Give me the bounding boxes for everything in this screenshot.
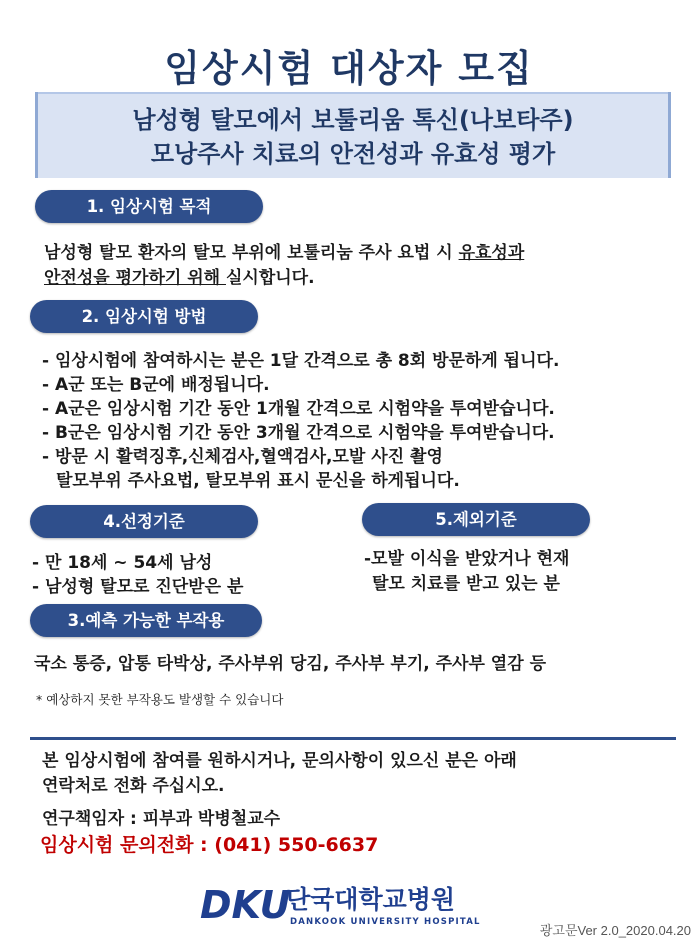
purpose-text-suffix: 실시합니다. xyxy=(225,268,315,288)
purpose-text-underlined-2: 안전성을 평가하기 위해 xyxy=(44,268,226,288)
footer-divider xyxy=(30,737,676,740)
subtitle-box xyxy=(38,92,668,178)
investigator: 연구책임자 : 피부과 박병철교수 xyxy=(42,809,281,829)
side-effects-note: * 예상하지 못한 부작용도 발생할 수 있습니다 xyxy=(36,692,284,707)
contact-line-2: 연락처로 전화 주십시오. xyxy=(42,776,225,796)
contact-line-1: 본 임상시험에 참여를 원하시거나, 문의사항이 있으신 분은 아래 xyxy=(42,751,517,771)
method-heading: 2. 임상시험 방법 xyxy=(30,300,258,333)
logo-mark-text: DKU xyxy=(200,883,291,927)
inclusion-item: - 만 18세 ~ 54세 남성 xyxy=(32,553,213,573)
method-item: - A군은 임상시험 기간 동안 1개월 간격으로 시험약을 투여받습니다. xyxy=(42,399,555,419)
method-item: - 임상시험에 참여하시는 분은 1달 간격으로 총 8회 방문하게 됩니다. xyxy=(42,351,560,371)
version-label: 광고문Ver 2.0_2020.04.20 xyxy=(539,923,691,938)
method-item: - B군은 임상시험 기간 동안 3개월 간격으로 시험약을 투여받습니다. xyxy=(42,423,555,443)
purpose-text-prefix: 남성형 탈모 환자의 탈모 부위에 보툴리눔 주사 요법 시 xyxy=(44,243,459,263)
subtitle-line-2: 모낭주사 치료의 안전성과 유효성 평가 xyxy=(150,140,556,168)
page-title: 임상시험 대상자 모집 xyxy=(164,47,534,90)
logo-name-en: DANKOOK UNIVERSITY HOSPITAL xyxy=(290,917,481,927)
side-effects-text: 국소 통증, 압통 타박상, 주사부위 당김, 주사부 부기, 주사부 열감 등 xyxy=(34,654,546,674)
contact-phone: 임상시험 문의전화 : (041) 550-6637 xyxy=(40,834,379,856)
exclusion-item: 탈모 치료를 받고 있는 분 xyxy=(372,574,560,594)
method-item: 탈모부위 주사요법, 탈모부위 표시 문신을 하게됩니다. xyxy=(56,471,460,491)
method-item: - 방문 시 활력징후,신체검사,혈액검사,모발 사진 촬영 xyxy=(42,447,443,467)
dku-logo-mark-icon xyxy=(200,883,291,927)
exclusion-item: -모발 이식을 받았거나 현재 xyxy=(364,549,570,569)
exclusion-heading: 5.제외기준 xyxy=(362,503,590,536)
method-item: - A군 또는 B군에 배정됩니다. xyxy=(42,375,270,395)
purpose-text-line-1 xyxy=(44,238,524,263)
hospital-logo xyxy=(200,880,490,930)
subtitle-line-1: 남성형 탈모에서 보툴리움 톡신(나보타주) xyxy=(132,106,574,134)
purpose-text-underlined-1: 유효성과 xyxy=(458,243,525,263)
inclusion-heading: 4.선정기준 xyxy=(30,505,258,538)
purpose-heading: 1. 임상시험 목적 xyxy=(35,190,263,223)
logo-name-ko: 단국대학교병원 xyxy=(286,885,456,914)
inclusion-item: - 남성형 탈모로 진단받은 분 xyxy=(32,577,244,597)
side-effects-heading: 3.예측 가능한 부작용 xyxy=(30,604,262,637)
purpose-text-line-2 xyxy=(44,263,315,288)
